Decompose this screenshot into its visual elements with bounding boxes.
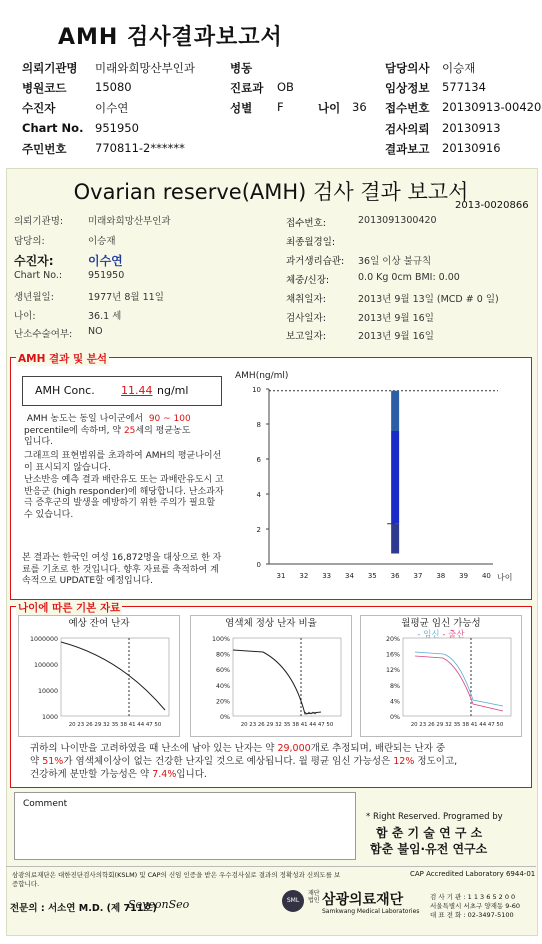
org-prefix: 재단 법인 [308, 890, 320, 904]
header-right-label: 결과보고 [385, 142, 430, 156]
mini-ytick: 0% [220, 714, 230, 721]
legend-a-marker: - [417, 630, 421, 640]
comment-box [14, 792, 356, 860]
patient-left-value: 36.1 세 [88, 311, 122, 322]
header-right-value: 20130913 [442, 121, 501, 135]
mini-frame [61, 638, 169, 716]
amh-chart-xtick: 33 [322, 572, 332, 580]
amh-conc-label: AMH Conc. [35, 384, 95, 397]
patient-left-label: 난소수술여부: [14, 329, 73, 340]
mini-ytick: 100000 [33, 662, 58, 669]
patient-left-value: 이승재 [88, 236, 116, 247]
amh-chart-xlabel: 나이 [497, 573, 513, 582]
amh-paragraph-2: 그래프의 표현범위를 초과하여 AMH의 평균나이선이 표시되지 않습니다. [24, 451, 222, 473]
org-name-en: Samkwang Medical Laboratories [322, 908, 420, 915]
amh-p1-c: percentile에 속하며, 약 [24, 425, 122, 436]
mini-ytick: 100% [211, 636, 230, 643]
mini-chart-eggs-plot [19, 616, 179, 734]
rights-text: * Right Reserved. Programed by [366, 812, 503, 822]
org-address: 서울특별시 서초구 양재동 9-60 [430, 902, 521, 910]
amh-paragraph-3: 난소반응 예측 결과 배란유도 또는 과배란유도시 고반응군 (high responder)에 해당합니다. 난소과자극 증후군의 발생을 예방하기 위한 주의가 필요할 수 있습니다. [24, 475, 224, 520]
amh-p1-range: 90 ~ 100 [148, 414, 191, 424]
amh-chart-ytick: 2 [256, 526, 261, 534]
mini-chart-normal-plot [191, 616, 351, 734]
amh-chart-container [231, 364, 525, 594]
header-left-value: 미래와희망산부인과 [95, 61, 195, 75]
mini-frame [233, 638, 341, 716]
patient-right-label: 접수번호: [286, 218, 326, 229]
amh-conc-unit: ng/ml [157, 384, 189, 397]
header-left-label: Chart No. [22, 121, 84, 135]
mini-ytick: 0% [390, 714, 400, 721]
header-age-value: 36 [352, 100, 367, 114]
legend-b: 출산 [448, 630, 465, 640]
amh-chart-xtick: 37 [413, 572, 423, 580]
amh-chart-ytick: 6 [256, 456, 261, 464]
amh-chart-ytick: 8 [256, 421, 261, 429]
lab-name-1: 함 춘 기 술 연 구 소 [376, 826, 483, 840]
amh-p1-age: 25 [123, 425, 136, 436]
comment-label: Comment [23, 799, 68, 809]
patient-right-label: 체중/신장: [286, 275, 330, 286]
patient-left-value: NO [88, 326, 103, 337]
amh-paragraph-4: 본 결과는 한국인 여성 16,872명을 대상으로 한 자료를 기초로 한 것입니다. 향후 자료를 축적하여 계속적으로 UPDATE할 예정입니다. [22, 553, 222, 586]
age-section-label: 나이에 따른 기본 자료 [18, 602, 121, 614]
age-s2-a: 약 [30, 756, 40, 767]
amh-p1-f: 입니다. [24, 437, 53, 447]
patient-left-value: 이수연 [88, 254, 123, 268]
patient-right-label: 과거생리습관: [286, 256, 345, 267]
mini-ytick: 10000 [37, 688, 58, 695]
mini-ytick: 16% [386, 651, 400, 659]
amh-chart-range-segment [391, 524, 399, 554]
footer-doctor: 전문의 : 서소연 M.D. (제 711호) [10, 903, 157, 914]
age-s2-value: 51% [42, 756, 64, 767]
footer-cap: CAP Accredited Laboratory 6944-01 [410, 870, 536, 878]
org-name: 삼광의료재단 [322, 892, 404, 908]
org-contact [430, 893, 520, 920]
patient-right-label: 채취일자: [286, 294, 326, 305]
amh-chart-ytick: 4 [256, 491, 261, 499]
header-left-value: 15080 [95, 80, 132, 94]
amh-conc-box [22, 376, 222, 406]
mini-ytick: 1000 [41, 714, 58, 721]
pregnancy-curve [415, 652, 503, 706]
amh-chart-xtick: 38 [436, 572, 446, 580]
legend-a: 임신 [423, 630, 440, 640]
patient-right-value: 2013년 9월 16일 [358, 313, 434, 324]
header-right-label: 접수번호 [385, 101, 430, 115]
mini-ytick: 1000000 [29, 636, 58, 643]
header-age-label: 나이 [318, 101, 341, 115]
org-code: 검 사 기 관 : 1 1 3 6 5 2 0 0 [430, 893, 516, 901]
amh-chart-xtick: 36 [390, 572, 400, 580]
age-s1-value: 29,000 [277, 743, 311, 754]
eggs-curve [61, 642, 165, 710]
age-s2-c: 정도이고, [417, 756, 458, 767]
legend-b-marker: - [442, 630, 446, 640]
header-left-label: 병원코드 [22, 81, 67, 95]
amh-chart-xtick: 40 [481, 572, 491, 580]
patient-left-value: 951950 [88, 270, 125, 281]
lab-name-2: 함춘 불임·유전 연구소 [370, 842, 488, 856]
patient-left-label: 수진자: [14, 254, 54, 268]
amh-chart-xtick: 35 [367, 572, 377, 580]
report-title: Ovarian reserve(AMH) 검사 결과 보고서 [73, 180, 469, 204]
patient-left-value: 1977년 8월 11일 [88, 292, 164, 303]
header-right-value: 577134 [442, 80, 486, 94]
header-left-value: 951950 [95, 121, 139, 135]
report-code: 2013-0020866 [455, 200, 529, 211]
mini-ytick: 80% [216, 651, 230, 659]
birth-curve [415, 656, 503, 711]
amh-chart-range-segment [391, 391, 399, 431]
page-title: AMH 검사결과보고서 [58, 25, 283, 50]
mini-ytick: 20% [386, 636, 400, 643]
amh-chart-range-segment [391, 431, 399, 524]
patient-left-label: 의뢰기관명: [14, 216, 64, 227]
header-right-label: 임상정보 [385, 81, 430, 95]
amh-chart-ylabel: AMH(ng/ml) [235, 371, 289, 381]
patient-right-label: 최종월경일: [286, 237, 336, 248]
patient-left-label: 나이: [14, 311, 36, 322]
age-s2-value2: 12% [393, 756, 415, 767]
patient-right-value: 2013091300420 [358, 215, 437, 226]
mini-xticks: 20 23 26 29 32 35 38 41 44 47 50 [240, 722, 334, 728]
age-summary [30, 742, 525, 781]
age-s3-b: 입니다. [176, 769, 207, 780]
mini-ytick: 4% [390, 698, 400, 706]
patient-right-value: 2013년 9월 13일 (MCD # 0 일) [358, 294, 499, 305]
patient-right-value: 36일 이상 불규칙 [358, 256, 432, 267]
header-right-value: 20130916 [442, 141, 501, 155]
mini-chart-pregnancy [360, 615, 522, 737]
amh-chart-xtick: 31 [276, 572, 286, 580]
mini-ytick: 40% [216, 682, 230, 690]
doctor-signature: SoyeonSeo [128, 898, 190, 911]
mini-chart-pregnancy-plot [361, 616, 521, 734]
age-s3-a: 건강하게 분만할 가능성은 약 [30, 769, 150, 780]
amh-chart-xtick: 39 [459, 572, 469, 580]
amh-chart-xtick: 32 [299, 572, 309, 580]
mini-ytick: 20% [216, 698, 230, 706]
patient-left-label: 담당의: [14, 236, 45, 247]
amh-chart-xtick: 34 [345, 572, 354, 580]
header-mid-label: 병동 [230, 61, 253, 75]
header-right-value: 이승재 [442, 61, 476, 75]
header-left-label: 수진자 [22, 101, 56, 115]
amh-section-label: AMH 결과 및 분석 [18, 353, 108, 365]
mini-xticks: 20 23 26 29 32 35 38 41 44 47 50 [68, 722, 162, 728]
patient-right-value: 0.0 Kg 0cm BMI: 0.00 [358, 272, 460, 283]
mini-ytick: 8% [390, 682, 400, 690]
age-s1-b: 개로 추정되며, 배란되는 난자 중 [310, 743, 446, 754]
header-left-label: 의뢰기관명 [22, 61, 78, 75]
footer-divider [6, 866, 536, 867]
header-mid-value: F [277, 100, 284, 114]
amh-conc-value: 11.44 [121, 384, 153, 397]
mini-chart-eggs [18, 615, 180, 737]
header-mid-label: 진료과 [230, 81, 264, 95]
amh-chart [231, 364, 525, 594]
header-left-value: 이수연 [95, 101, 129, 115]
amh-p1-e: 세의 평균농도 [135, 425, 191, 436]
header-left-value: 770811-2****** [95, 141, 185, 155]
mini-chart-pregnancy-title: 월평균 임신 가능성 [401, 618, 481, 629]
header-mid-value: OB [277, 80, 294, 94]
org-tel: 대 표 전 화 : 02-3497-5100 [430, 911, 514, 919]
patient-left-label: 생년월일: [14, 292, 54, 303]
age-s1: 귀하의 나이만을 고려하였을 때 난소에 남아 있는 난자는 약 [30, 743, 275, 754]
patient-right-label: 보고일자: [286, 331, 326, 342]
patient-right-value: 2013년 9월 16일 [358, 331, 434, 342]
age-s2-b: 가 염색체이상이 없는 건강한 난자일 것으로 예상됩니다. 월 평균 임신 가능성은 [63, 756, 391, 767]
header-mid-label: 성별 [230, 101, 253, 115]
sml-logo: SML [282, 890, 304, 912]
patient-left-label: Chart No.: [14, 270, 63, 281]
age-s3-value: 7.4% [152, 769, 177, 780]
mini-xticks: 20 23 26 29 32 35 38 41 44 47 50 [410, 722, 504, 728]
patient-right-label: 검사일자: [286, 313, 326, 324]
footer-notice: 삼광의료재단은 대한진단검사의학회(KSLM) 및 CAP의 신임 인증을 받은 우수검사실로 결과의 정확성과 신뢰도를 보증합니다. [12, 871, 341, 888]
normal-curve [233, 650, 321, 714]
amh-chart-ytick: 10 [252, 386, 261, 394]
mini-ytick: 12% [386, 667, 400, 675]
header-right-label: 검사의뢰 [385, 122, 430, 136]
header-right-value: 20130913-00420 [442, 100, 542, 114]
amh-p1-a: AMH 농도는 동일 나이군에서 [26, 414, 144, 424]
mini-chart-normal-title: 염색체 정상 난자 비율 [225, 618, 317, 629]
amh-paragraph-1 [24, 414, 229, 449]
mini-chart-eggs-title: 예상 잔여 난자 [68, 618, 130, 629]
header-left-label: 주민번호 [22, 142, 67, 156]
patient-left-value: 미래와희망산부인과 [88, 216, 171, 227]
header-right-label: 담당의사 [385, 61, 430, 75]
mini-chart-normal [190, 615, 352, 737]
mini-ytick: 60% [216, 667, 230, 675]
amh-chart-ytick: 0 [256, 561, 261, 569]
